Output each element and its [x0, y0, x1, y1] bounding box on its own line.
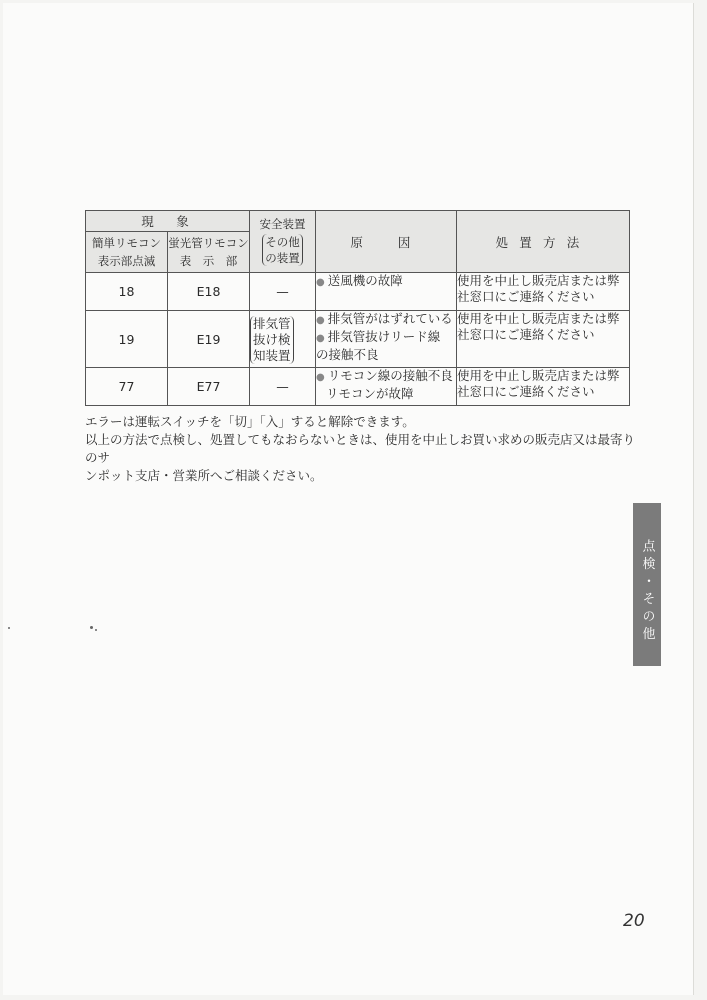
code-fluorescent: E77: [168, 368, 250, 406]
note-reset: エラーは運転スイッチを「切」「入」すると解除できます。: [85, 414, 415, 429]
remedy-line: 社窓口にご連絡ください: [457, 327, 595, 342]
remedy-cell: [457, 273, 630, 311]
safety-device-line: 抜け検: [253, 331, 291, 347]
header-simple-remote: [86, 232, 168, 273]
bullet-icon: ●: [316, 333, 325, 344]
cause-text: 排気管がはずれている: [327, 311, 453, 326]
remedy-line: 使用を中止し販売店または弊: [457, 311, 620, 326]
note-contact-continued: ンポット支店・営業所へご相談ください。: [85, 468, 323, 483]
remedy-line: 社窓口にご連絡ください: [457, 289, 595, 304]
header-safety-device: [250, 211, 316, 273]
cause-item: [316, 368, 456, 386]
section-side-tab: [633, 503, 661, 666]
safety-device-cell: —: [250, 368, 316, 406]
remedy-line: 使用を中止し販売店または弊: [457, 368, 620, 383]
cause-item: [316, 311, 456, 329]
bullet-icon: ●: [316, 315, 325, 326]
header-line: 表示部点滅: [97, 254, 156, 268]
page-number: 20: [623, 911, 645, 931]
code-simple: 18: [86, 273, 168, 311]
header-safety-bracket: [262, 234, 303, 266]
remedy-line: 社窓口にご連絡ください: [457, 384, 595, 399]
code-simple: 19: [86, 311, 168, 368]
remedy-line: 使用を中止し販売店または弊: [457, 273, 620, 288]
header-safety-line: 安全装置: [259, 217, 306, 231]
safety-device-bracket: [250, 316, 294, 364]
code-simple: 77: [86, 368, 168, 406]
notes: [85, 413, 645, 485]
cause-item: [316, 273, 456, 291]
cause-cell: [316, 311, 457, 368]
table-row: [86, 368, 630, 406]
scan-speck: [95, 629, 97, 631]
header-fluorescent-remote: [168, 232, 250, 273]
error-code-table: [85, 210, 630, 406]
header-line: 蛍光管リモコン: [168, 236, 249, 250]
code-fluorescent: E18: [168, 273, 250, 311]
code-fluorescent: E19: [168, 311, 250, 368]
cause-text: リモコン線の接触不良: [327, 368, 453, 383]
table-row: [86, 311, 630, 368]
table-row: [86, 273, 630, 311]
cause-text: 送風機の故障: [327, 273, 403, 288]
safety-device-line: 知装置: [253, 347, 291, 363]
safety-device-cell: —: [250, 273, 316, 311]
header-phenomenon: 現 象: [86, 211, 250, 232]
remedy-cell: [457, 368, 630, 406]
bullet-icon: ●: [316, 372, 325, 383]
scan-speck: [90, 626, 93, 629]
remedy-cell: [457, 311, 630, 368]
cause-cell: [316, 273, 457, 311]
bullet-icon: ●: [316, 277, 325, 288]
cause-continuation: の接触不良: [316, 347, 379, 362]
cause-continuation: リモコンが故障: [326, 386, 414, 401]
header-safety-line: の装置: [265, 251, 300, 265]
note-contact: 以上の方法で点検し、処置してもなおらないときは、使用を中止しお買い求めの販売店又は最寄りのサ: [85, 432, 636, 465]
safety-device-cell: [250, 311, 316, 368]
header-line: 表 示 部: [179, 254, 238, 268]
header-safety-line: その他: [265, 235, 300, 249]
safety-device-line: 排気管: [253, 315, 291, 331]
cause-item: [316, 329, 456, 347]
cause-text: 排気管抜けリード線: [327, 329, 441, 344]
section-side-tab-label: 点検・その他: [639, 539, 655, 645]
cause-cell: [316, 368, 457, 406]
page-sheet: [3, 3, 694, 995]
scan-speck: [8, 627, 10, 629]
header-remedy: 処置方法: [457, 211, 630, 273]
header-cause: 原 因: [316, 211, 457, 273]
header-line: 簡単リモコン: [92, 236, 161, 250]
